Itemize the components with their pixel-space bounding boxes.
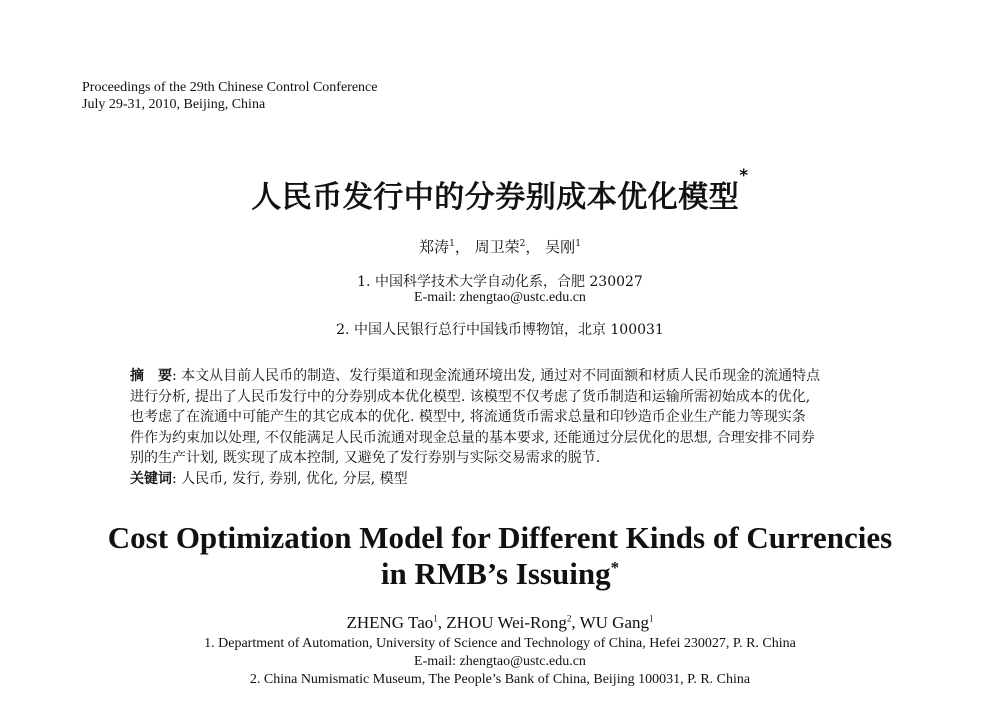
keywords-line bbox=[130, 469, 870, 490]
english-email: E-mail: zhengtao@ustc.edu.cn bbox=[414, 654, 586, 669]
author-name: ZHENG Tao bbox=[346, 613, 434, 632]
author-affiliation-mark: 1 bbox=[449, 239, 455, 249]
chinese-affiliation-2: 2. 中国人民银行总行中国钱币博物馆，北京 100031 bbox=[336, 322, 664, 338]
english-title-footnote-mark: * bbox=[610, 558, 620, 577]
english-affiliation-2: 2. China Numismatic Museum, The People’s Bank of China, Beijing 100031, P. R. China bbox=[249, 672, 751, 687]
abstract-line: 件作为约束加以处理, 不仅能满足人民币流通对现金总量的基本要求, 还能通过分层优化的思想, 合理安排不同券 bbox=[130, 429, 815, 446]
abstract bbox=[130, 366, 870, 489]
keywords-text: : 人民币, 发行, 券别, 优化, 分层, 模型 bbox=[172, 470, 408, 487]
author-name: ZHOU Wei-Rong bbox=[446, 613, 567, 632]
chinese-email: E-mail: zhengtao@ustc.edu.cn bbox=[414, 290, 586, 305]
conference-date-location: July 29-31, 2010, Beijing, China bbox=[82, 97, 266, 112]
abstract-text: : 本文从目前人民币的制造、发行渠道和现金流通环境出发, 通过对不同面额和材质人民币现金的流通特点 bbox=[172, 368, 821, 384]
author-separator: , bbox=[571, 613, 580, 632]
author-affiliation-mark: 2 bbox=[519, 239, 526, 249]
abstract-label: 摘 要 bbox=[130, 368, 172, 384]
chinese-title-footnote-mark: * bbox=[739, 166, 749, 186]
author-name: 周卫荣 bbox=[474, 238, 520, 256]
author-affiliation-mark: 2 bbox=[566, 613, 572, 624]
author-separator: ， bbox=[454, 238, 470, 256]
author-separator: ， bbox=[525, 238, 541, 256]
abstract-line: 别的生产计划, 既实现了成本控制, 又避免了发行券别与实际交易需求的脱节. bbox=[130, 450, 601, 466]
abstract-line: 也考虑了在流通中可能产生的其它成本的优化. 模型中, 将流通货币需求总量和印钞造币企业生产能力等现实条 bbox=[130, 409, 806, 425]
english-affiliation-1: 1. Department of Automation, University of Science and Technology of China, Hefei 230027, P. R. China bbox=[204, 636, 796, 651]
english-affiliations bbox=[0, 635, 1000, 689]
english-title bbox=[0, 520, 1000, 592]
author-separator: , bbox=[437, 613, 447, 632]
chinese-affiliation-1: 1. 中国科学技术大学自动化系，合肥 230027 bbox=[357, 274, 643, 290]
keywords-label: 关键词 bbox=[130, 470, 172, 487]
author-affiliation-mark: 1 bbox=[575, 239, 581, 249]
abstract-line bbox=[130, 366, 870, 387]
chinese-title-text: 人民币发行中的分券别成本优化模型 bbox=[251, 180, 740, 215]
author-affiliation-mark: 1 bbox=[433, 613, 438, 624]
conference-header bbox=[82, 79, 377, 113]
author-affiliation-mark: 1 bbox=[649, 613, 654, 624]
conference-name: Proceedings of the 29th Chinese Control Conference bbox=[82, 80, 378, 95]
author-name: 吴刚 bbox=[545, 238, 576, 256]
abstract-line: 进行分析, 提出了人民币发行中的分券别成本优化模型. 该模型不仅考虑了货币制造和运输所需初始成本的优化, bbox=[130, 388, 811, 405]
english-authors bbox=[0, 613, 1000, 633]
english-title-line2: in RMB’s Issuing bbox=[380, 556, 611, 591]
chinese-authors bbox=[0, 236, 1000, 257]
author-name: WU Gang bbox=[579, 613, 650, 632]
english-title-line1: Cost Optimization Model for Different Kinds of Currencies bbox=[107, 520, 893, 555]
author-name: 郑涛 bbox=[419, 238, 450, 256]
chinese-title bbox=[0, 166, 1000, 216]
